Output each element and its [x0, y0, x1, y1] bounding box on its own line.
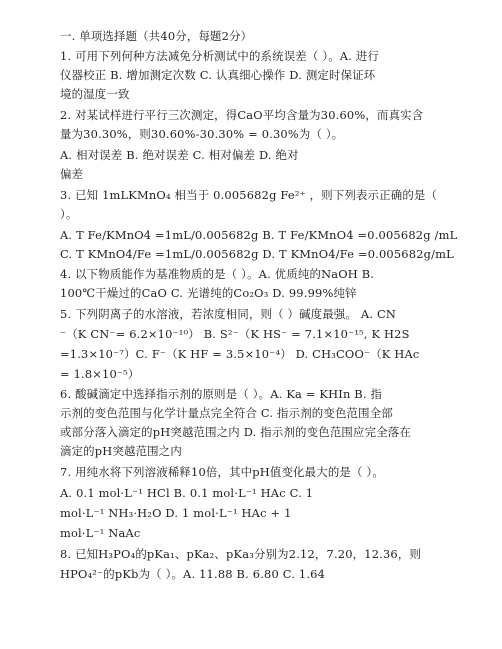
q6-line4: 滴定的pH突越范围之内 [60, 444, 182, 458]
q7-line1: 7. 用纯水将下列溶液稀释10倍，其中pH值变化最大的是（ ）。 [60, 465, 384, 479]
q2-line1: 2. 对某试样进行平行三次测定，得CaO平均含量为30.60%，而真实含 [60, 108, 424, 122]
q6-line1: 6. 酸碱滴定中选择指示剂的原则是（ ）。A. Ka = KHIn B. 指 [60, 387, 383, 401]
q7-line3: mol·L⁻¹ NH₃·H₂O D. 1 mol·L⁻¹ HAc + 1 [60, 506, 292, 520]
q5-line2: ⁻（K CN⁻= 6.2×10⁻¹⁰） B. S²⁻（K HS⁻ = 7.1×10⁻¹⁵, K H2S [60, 327, 410, 341]
q4-line2: 100℃干燥过的CaO C. 光谱纯的Co₂O₃ D. 99.99%纯锌 [60, 286, 357, 300]
q2-line2: 量为30.30%，则30.60%-30.30% = 0.30%为（ ）。 [60, 127, 344, 141]
q5-line3: =1.3×10⁻⁷）C. F⁻（K HF = 3.5×10⁻⁴） D. CH₃COO⁻（K HAc [60, 347, 420, 361]
q6-line3: 或部分落入滴定的pH突越范围之内 D. 指示剂的变色范围应完全落在 [60, 425, 411, 439]
q5-line4: = 1.8×10⁻⁵） [60, 367, 140, 381]
q7-line4: mol·L⁻¹ NaAc [60, 526, 141, 540]
q7-line2: A. 0.1 mol·L⁻¹ HCl B. 0.1 mol·L⁻¹ HAc C. 1 [60, 486, 314, 500]
q3-line2: ）。 [60, 207, 78, 221]
q2-line4: 偏差 [60, 167, 84, 181]
q3-line4: C. T KMnO4/Fe =1mL/0.005682g D. T KMnO4/Fe =0.005682g/mL [60, 247, 454, 261]
q1-line1: 1. 可用下列何种方法减免分析测试中的系统误差（ ）。A. 进行 [60, 49, 380, 63]
q1-line3: 境的湿度一致 [60, 87, 130, 101]
q3-line1: 3. 已知 1mLKMnO₄ 相当于 0.005682g Fe²⁺ ，则下列表示正确的是（ [60, 188, 438, 202]
q1-line2: 仪器校正 B. 增加测定次数 C. 认真细心操作 D. 测定时保证环 [60, 68, 376, 82]
q3-line3: A. T Fe/KMnO4 =1mL/0.005682g B. T Fe/KMnO4 =0.005682g /mL [60, 228, 458, 242]
section-heading: 一. 单项选择题（共40分，每题2分） [60, 29, 253, 43]
q6-line2: 示剂的变色范围与化学计量点完全符合 C. 指示剂的变色范围全部 [60, 406, 393, 420]
q5-line1: 5. 下列阴离子的水溶液，若浓度相同，则（ ）碱度最强。 A. CN [60, 307, 397, 321]
q2-line3: A. 相对误差 B. 绝对误差 C. 相对偏差 D. 绝对 [60, 148, 299, 162]
q4-line1: 4. 以下物质能作为基准物质的是（ ）。A. 优质纯的NaOH B. [60, 267, 375, 281]
q8-line2: HPO₄²⁻的pKb为（ ）。A. 11.88 B. 6.80 C. 1.64 [60, 567, 326, 581]
q8-line1: 8. 已知H₃PO₄的pKa₁、pKa₂、pKa₃分别为2.12，7.20，12.36，则 [60, 547, 422, 561]
